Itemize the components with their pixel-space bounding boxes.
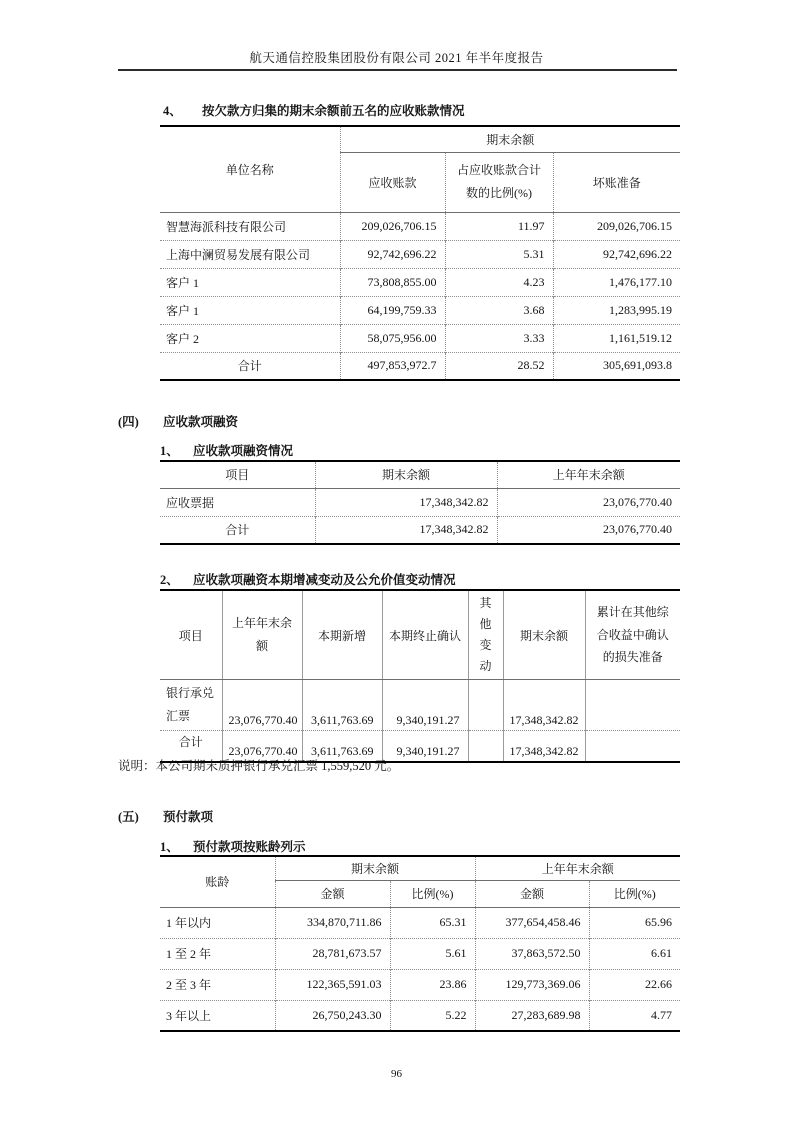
table-total-row [160,352,680,380]
loss-provision-cell [585,680,680,731]
total-label: 合计 [160,516,315,544]
sub1-number: 1、 [160,840,179,854]
receivables-financing-table [160,460,680,545]
prev-year-cell: 23,076,770.40 [222,680,302,731]
amount-cell: 129,773,369.06 [475,969,589,1000]
col-header-derecognized: 本期终止确认 [382,590,468,680]
section-four-sub2-heading [160,570,456,588]
sub2-number: 2、 [160,573,179,587]
col-header-item: 项目 [160,590,222,680]
section-four-title: 应收款项融资 [163,415,239,429]
col-header-prev-year-group: 上年年末余额 [475,856,680,880]
bad-debt-cell: 1,161,519.12 [553,324,680,352]
ratio-cell: 23.86 [390,969,475,1000]
ratio-cell: 5.61 [390,938,475,969]
bad-debt-cell: 1,476,177.10 [553,268,680,296]
table-row [160,938,680,969]
unit-name-cell: 智慧海派科技有限公司 [166,219,287,234]
receivable-cell: 73,808,855.00 [340,268,445,296]
section-five-title: 预付款项 [163,810,214,824]
unit-name-cell: 客户 2 [160,324,340,352]
period-end-cell: 17,348,342.82 [503,680,585,731]
amount-cell: 27,283,689.98 [475,1000,589,1031]
col-header-ratio: 比例(%) [390,880,475,907]
ratio-cell: 65.96 [589,907,680,938]
col-header-amount: 金额 [275,880,390,907]
ratio-cell: 3.33 [445,324,553,352]
table-total-row [160,516,680,544]
section-five-sub1-heading [160,837,306,855]
total-label: 合计 [160,730,222,762]
section-five-heading [118,807,213,825]
table-row [160,488,680,516]
unit-name-cell: 上海中澜贸易发展有限公司 [160,240,340,268]
section4-title: 按欠款方归集的期末余额前五名的应收账款情况 [202,104,465,118]
total-derecognized: 9,340,191.27 [382,730,468,762]
bad-debt-cell: 1,283,995.19 [553,296,680,324]
col-header-amount: 金额 [475,880,589,907]
col-header-cumulative-loss: 累计在其他综合收益中确认的损失准备 [585,590,680,680]
additions-cell: 3,611,763.69 [302,680,382,731]
receivable-cell: 58,075,956.00 [340,324,445,352]
col-header-prev-year-end: 上年年末余额 [497,461,680,488]
table-row [160,680,680,731]
col-header-unit-name: 单位名称 [160,126,340,212]
unit-name-cell: 客户 1 [160,268,340,296]
col-header-period-end-group: 期末余额 [275,856,475,880]
financing-movement-table [160,589,680,763]
col-header-item: 项目 [160,461,315,488]
section-four-number: (四) [118,415,139,429]
sub1-title: 预付款项按账龄列示 [193,840,306,854]
table-row [160,907,680,938]
table-row [160,212,680,240]
total-receivable: 497,853,972.7 [340,352,445,380]
section4-heading [163,101,465,119]
aging-cell: 2 至 3 年 [160,969,275,1000]
col-header-additions: 本期新增 [302,590,382,680]
sub2-title: 应收款项融资本期增减变动及公允价值变动情况 [193,573,456,587]
sub1-number: 1、 [160,444,179,458]
table-row [160,296,680,324]
table-row [160,1000,680,1031]
ratio-cell: 3.68 [445,296,553,324]
item-cell: 应收票据 [166,495,215,510]
col-header-bad-debt: 坏账准备 [553,152,680,212]
pledge-note: 说明：本公司期末质押银行承兑汇票 1,559,520 元。 [118,759,400,773]
receivable-cell: 92,742,696.22 [340,240,445,268]
aging-cell: 3 年以上 [160,1000,275,1031]
section-four-sub1-heading [160,441,293,459]
col-header-ratio: 比例(%) [589,880,680,907]
bad-debt-cell: 92,742,696.22 [553,240,680,268]
ratio-cell: 6.61 [589,938,680,969]
ratio-cell: 5.31 [445,240,553,268]
total-period-end: 17,348,342.82 [503,730,585,762]
receivable-cell: 209,026,706.15 [340,212,445,240]
section-four-heading [118,412,238,430]
section-five-number: (五) [118,810,139,824]
col-header-prev-year-balance: 上年年末余额 [222,590,302,680]
ratio-cell: 4.23 [445,268,553,296]
col-header-other-changes: 其他变动 [468,590,503,680]
table-row [160,268,680,296]
ratio-cell: 22.66 [589,969,680,1000]
amount-cell: 122,365,591.03 [275,969,390,1000]
page-number: 96 [391,1068,402,1080]
other-changes-cell [468,680,503,731]
amount-cell: 377,654,458.46 [475,907,589,938]
ratio-cell: 5.22 [390,1000,475,1031]
derecognized-cell: 9,340,191.27 [382,680,468,731]
total-prev-year: 23,076,770.40 [497,516,680,544]
header-rule [118,69,677,71]
ratio-cell: 11.97 [445,212,553,240]
top5-receivables-table [160,125,680,381]
total-loss-provision [585,730,680,762]
unit-name-cell: 客户 1 [160,296,340,324]
document-header-title: 航天通信控股集团股份有限公司 2021 年半年度报告 [249,51,544,65]
col-header-period-end: 期末余额 [315,461,497,488]
total-ratio: 28.52 [445,352,553,380]
total-period-end: 17,348,342.82 [315,516,497,544]
bad-debt-cell: 209,026,706.15 [553,212,680,240]
col-header-period-end: 期末余额 [503,590,585,680]
col-header-period-end-group: 期末余额 [340,126,680,152]
ratio-cell: 65.31 [390,907,475,938]
receivable-cell: 64,199,759.33 [340,296,445,324]
amount-cell: 28,781,673.57 [275,938,390,969]
ratio-cell: 4.77 [589,1000,680,1031]
table-row [160,240,680,268]
amount-cell: 37,863,572.50 [475,938,589,969]
col-header-ratio: 占应收账款合计数的比例(%) [445,152,553,212]
prev-year-cell: 23,076,770.40 [497,488,680,516]
prepayments-aging-table [160,855,680,1032]
total-bad-debt: 305,691,093.8 [553,352,680,380]
table-row [160,324,680,352]
section4-number: 4、 [163,104,182,118]
amount-cell: 334,870,711.86 [275,907,390,938]
period-end-cell: 17,348,342.82 [315,488,497,516]
sub1-title: 应收款项融资情况 [193,444,294,458]
col-header-receivable: 应收账款 [340,152,445,212]
amount-cell: 26,750,243.30 [275,1000,390,1031]
item-cell: 银行承兑汇票 [166,686,215,723]
aging-cell: 1 年以内 [166,916,212,930]
total-other-changes [468,730,503,762]
aging-cell: 1 至 2 年 [160,938,275,969]
total-label: 合计 [160,352,340,380]
col-header-aging: 账龄 [160,856,275,907]
total-additions: 3,611,763.69 [302,730,382,762]
table-row [160,969,680,1000]
total-prev-year: 23,076,770.40 [222,730,302,762]
